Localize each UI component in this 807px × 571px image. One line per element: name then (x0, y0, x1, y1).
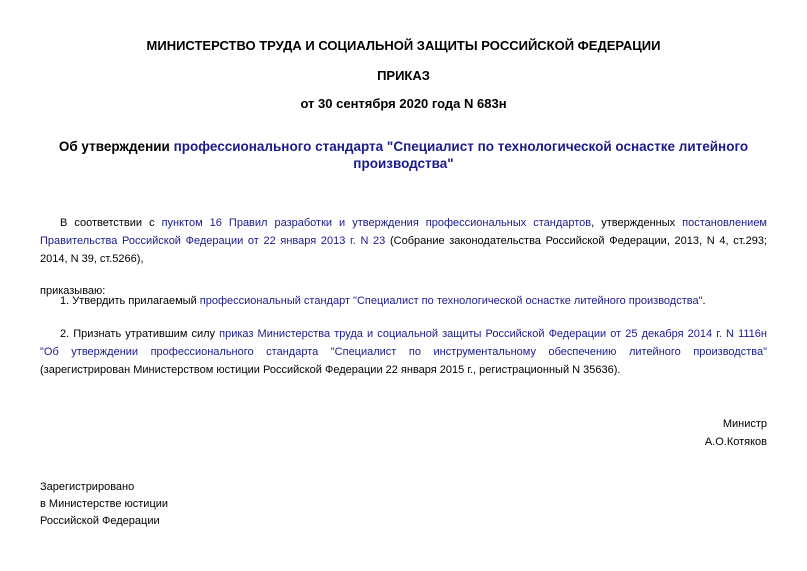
item2-text-2: (зарегистрирован Министерством юстиции Российской Федерации 22 января 2015 г., регистрационный N 35636). (40, 364, 621, 376)
repealed-order-link[interactable]: приказ Министерства труда и социальной защиты Российской Федерации от 25 декабря 2014 г. N 1116н "Об утверждении профессионального стандарта "Специалист по инструментальному обеспечению литейного производства" (40, 328, 767, 358)
para1-text-3: (Собрание законодательства Российской Федерации, 2013, N 4, ст.293; 2014, N 39, ст.5266), (40, 235, 768, 265)
date-number-heading: от 30 сентября 2020 года N 683н (300, 96, 507, 111)
title-prefix: Об утверждении (58, 139, 174, 154)
paragraph-basis (40, 214, 767, 268)
government-resolution-link[interactable]: постановлением Правительства Российской Федерации от 22 января 2013 г. N 23 (40, 217, 767, 247)
rules-clause-16-link[interactable]: пунктом 16 Правил разработки и утверждения профессиональных стандартов (161, 217, 592, 229)
document-title (40, 138, 767, 172)
title-standard-link[interactable]: профессионального стандарта "Специалист по технологической оснастке литейного производства" (173, 139, 749, 171)
item1-text-1: 1. Утвердить прилагаемый (60, 295, 200, 307)
item-1 (40, 292, 767, 310)
ministry-heading: МИНИСТЕРСТВО ТРУДА И СОЦИАЛЬНОЙ ЗАЩИТЫ РОССИЙСКОЙ ФЕДЕРАЦИИ (146, 38, 661, 53)
approved-standard-link[interactable]: профессиональный стандарт "Специалист по технологической оснастке литейного производства" (199, 295, 703, 307)
item1-text-2: . (702, 295, 706, 307)
registration-line-1: Зарегистрировано (40, 481, 135, 493)
doc-type-heading: ПРИКАЗ (377, 68, 430, 83)
item2-text-1: 2. Признать утратившим силу (60, 328, 220, 340)
para1-text-2: , утвержденных (591, 217, 683, 229)
para1-text-1: В соответствии с (60, 217, 162, 229)
registration-line-3: Российской Федерации (40, 515, 160, 527)
item-2 (40, 325, 767, 379)
signature-position: Министр (722, 418, 767, 430)
registration-line-2: в Министерстве юстиции (40, 498, 169, 510)
signature-name: А.О.Котяков (704, 436, 767, 448)
orders-line: приказываю: (40, 285, 106, 297)
